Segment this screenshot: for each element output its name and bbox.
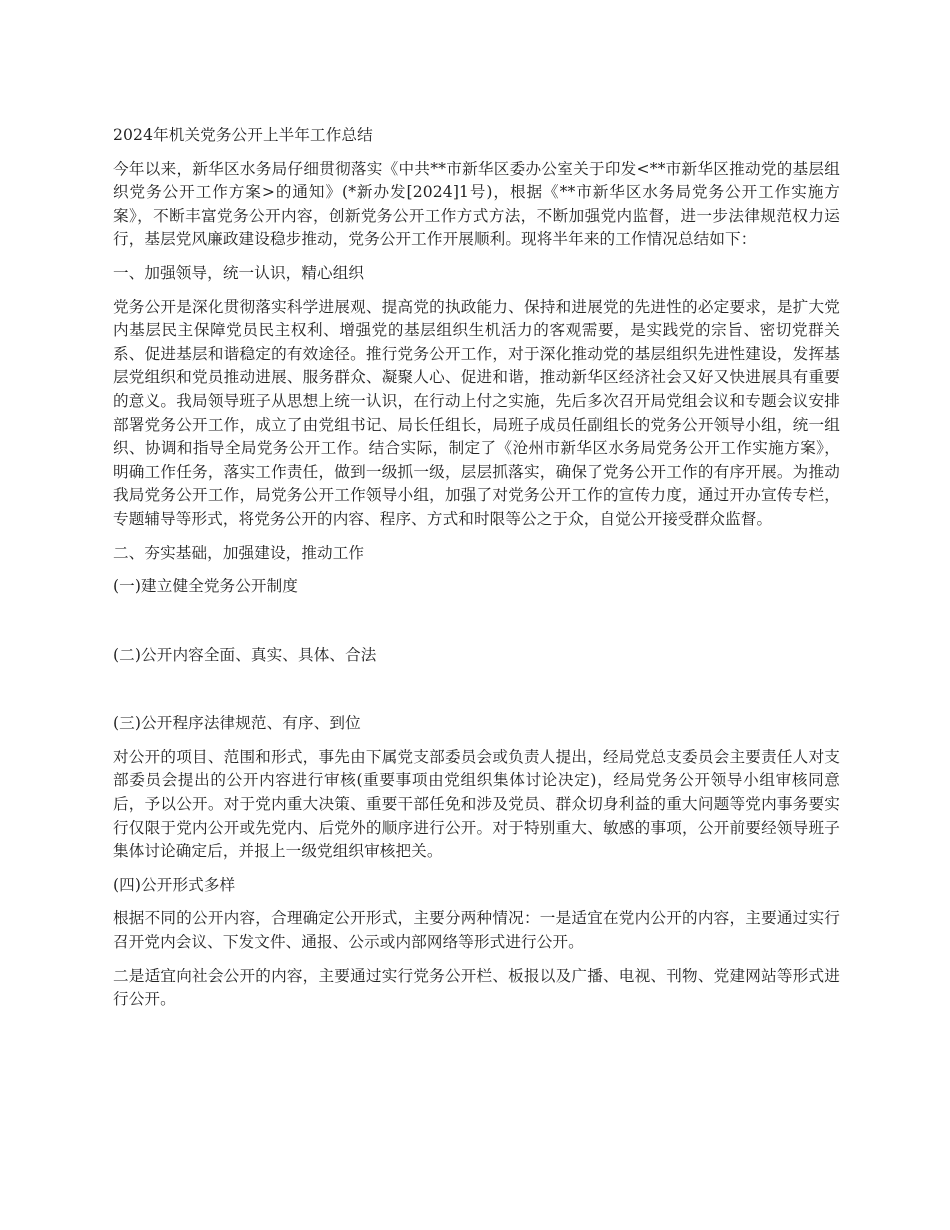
document-page — [113, 124, 840, 1022]
section2-heading: 二、夯实基础，加强建设，推动工作 — [113, 543, 365, 562]
subsection4-paragraph-1: 根据不同的公开内容，合理确定公开形式，主要分两种情况：一是适宜在党内公开的内容，主要通过实行召开党内会议、下发文件、通报、公示或内部网络等形式进行公开。 — [113, 909, 840, 952]
document-title: 2024年机关党务公开上半年工作总结 — [113, 126, 373, 144]
subsection3-paragraph: 对公开的项目、范围和形式，事先由下属党支部委员会或负责人提出，经局党总支委员会主要责任人对支部委员会提出的公开内容进行审核(重要事项由党组织集体讨论决定)，经局党务公开领导小组审核同意后，予以公开。对于党内重大决策、重要干部任免和涉及党员、群众切身利益的重大问题等党内事务要实行仅限于党内公开或先党内、后党外的顺序进行公开。对于特别重大、敏感的事项，公开前要经领导班子集体讨论确定后，并报上一级党组织审核把关。 — [113, 747, 840, 861]
subsection3-heading: (三)公开程序法律规范、有序、到位 — [113, 714, 361, 733]
section1-heading: 一、加强领导，统一认识，精心组织 — [113, 263, 365, 282]
intro-paragraph: 今年以来，新华区水务局仔细贯彻落实《中共**市新华区委办公室关于印发<**市新华区推动党的基层组织党务公开工作方案>的通知》(*新办发[2024]1号)，根据《**市新华区水务局党务公开工作实施方案》，不断丰富党务公开内容，创新党务公开工作方式方法，不断加强党内监督，进一步法律规范权力运行，基层党风廉政建设稳步推动，党务公开工作开展顺利。现将半年来的工作情况总结如下： — [113, 159, 840, 249]
subsection4-heading: (四)公开形式多样 — [113, 875, 236, 894]
subsection2-heading: (二)公开内容全面、真实、具体、合法 — [113, 645, 377, 664]
section1-paragraph: 党务公开是深化贯彻落实科学进展观、提高党的执政能力、保持和进展党的先进性的必定要求，是扩大党内基层民主保障党员民主权利、增强党的基层组织生机活力的客观需要，是实践党的宗旨、密切党群关系、促进基层和谐稳定的有效途径。推行党务公开工作，对于深化推动党的基层组织先进性建设，发挥基层党组织和党员推动进展、服务群众、凝聚人心、促进和谐，推动新华区经济社会又好又快进展具有重要的意义。我局领导班子从思想上统一认识，在行动上付之实施，先后多次召开局党组会议和专题会议安排部署党务公开工作，成立了由党组书记、局长任组长，局班子成员任副组长的党务公开领导小组，统一组织、协调和指导全局党务公开工作。结合实际，制定了《沧州市新华区水务局党务公开工作实施方案》，明确工作任务，落实工作责任，做到一级抓一级，层层抓落实，确保了党务公开工作的有序开展。为推动我局党务公开工作，局党务公开工作领导小组，加强了对党务公开工作的宣传力度，通过开办宣传专栏，专题辅导等形式，将党务公开的内容、程序、方式和时限等公之于众，自觉公开接受群众监督。 — [113, 297, 840, 528]
subsection1-heading: (一)建立健全党务公开制度 — [113, 577, 298, 596]
subsection4-paragraph-2: 二是适宜向社会公开的内容，主要通过实行党务公开栏、板报以及广播、电视、刊物、党建网站等形式进行公开。 — [113, 966, 840, 1009]
